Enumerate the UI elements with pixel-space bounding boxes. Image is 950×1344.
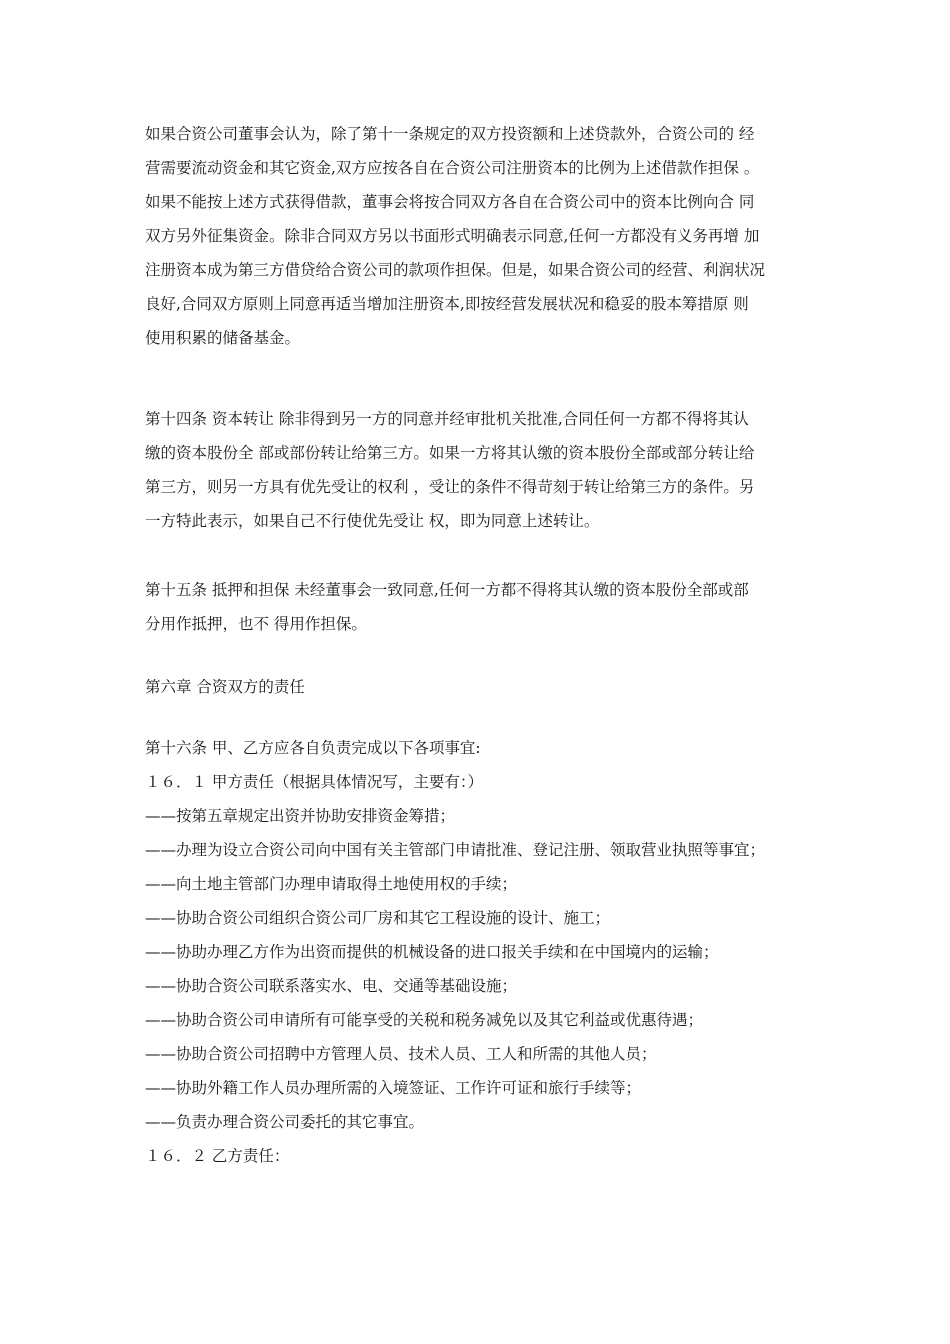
paragraph-line: 如果合资公司董事会认为，除了第十一条规定的双方投资额和上述贷款外，合资公司的 经: [145, 125, 755, 143]
list-item: ——协助办理乙方作为出资而提供的机械设备的进口报关手续和在中国境内的运输；: [145, 943, 719, 961]
list-item: ——协助合资公司申请所有可能享受的关税和税务减免以及其它利益或优惠待遇；: [145, 1011, 704, 1029]
list-item: ——协助合资公司联系落实水、电、交通等基础设施；: [145, 977, 518, 995]
list-item: ——办理为设立合资公司向中国有关主管部门申请批准、登记注册、领取营业执照等事宜；: [145, 841, 766, 859]
article-16-heading: 第十六条 甲、乙方应各自负责完成以下各项事宜:: [145, 739, 481, 757]
article-14-line: 一方特此表示，如果自己不行使优先受让 权，即为同意上述转让。: [145, 512, 600, 530]
section-16-2-heading: １６．２ 乙方责任：: [145, 1147, 290, 1165]
paragraph-line: 营需要流动资金和其它资金,双方应按各自在合资公司注册资本的比例为上述借款作担保 。: [145, 159, 760, 177]
list-item: ——按第五章规定出资并协助安排资金筹措；: [145, 807, 456, 825]
list-item: ——向土地主管部门办理申请取得土地使用权的手续；: [145, 875, 518, 893]
paragraph-line: 如果不能按上述方式获得借款，董事会将按合同双方各自在合资公司中的资本比例向合 同: [145, 193, 755, 211]
chapter-heading: 第六章 合资双方的责任: [145, 678, 305, 696]
list-item: ——协助合资公司组织合资公司厂房和其它工程设施的设计、施工；: [145, 909, 611, 927]
list-item: ——负责办理合资公司委托的其它事宜。: [145, 1113, 425, 1131]
paragraph-line: 使用积累的储备基金。: [145, 329, 301, 347]
article-14-line: 第十四条 资本转让 除非得到另一方的同意并经审批机关批准,合同任何一方都不得将其认: [145, 410, 749, 428]
article-14-line: 第三方，则另一方具有优先受让的权利 ，受让的条件不得苛刻于转让给第三方的条件。另: [145, 478, 755, 496]
paragraph-line: 良好,合同双方原则上同意再适当增加注册资本,即按经营发展状况和稳妥的股本筹措原 则: [145, 295, 749, 313]
list-item: ——协助合资公司招聘中方管理人员、技术人员、工人和所需的其他人员；: [145, 1045, 657, 1063]
article-15-line: 第十五条 抵押和担保 未经董事会一致同意,任何一方都不得将其认缴的资本股份全部或部: [145, 581, 749, 599]
paragraph-line: 双方另外征集资金。除非合同双方另以书面形式明确表示同意,任何一方都没有义务再增 加: [145, 227, 760, 245]
article-14-line: 缴的资本股份全 部或部份转让给第三方。如果一方将其认缴的资本股份全部或部分转让给: [145, 444, 755, 462]
article-15-line: 分用作抵押，也不 得用作担保。: [145, 615, 367, 633]
paragraph-line: 注册资本成为第三方借贷给合资公司的款项作担保。但是，如果合资公司的经营、利润状况: [145, 261, 766, 279]
list-item: ——协助外籍工作人员办理所需的入境签证、工作许可证和旅行手续等；: [145, 1079, 642, 1097]
section-16-1-heading: １６．１ 甲方责任（根据具体情况写，主要有：）: [145, 773, 484, 791]
